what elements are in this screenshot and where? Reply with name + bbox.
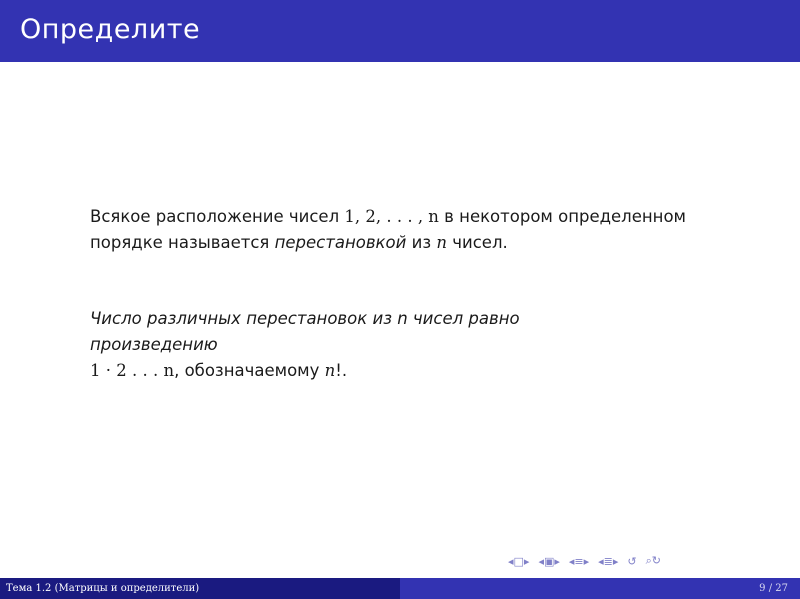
definition-text: чисел. <box>447 233 508 252</box>
nav-back-icon[interactable]: ↺ <box>627 554 637 568</box>
nav-frame-prev-icon[interactable]: ◂□▸ <box>508 554 530 568</box>
theorem-text: , обозначаемому <box>174 361 325 380</box>
slide-title: Определите <box>20 14 201 45</box>
nav-search-icon[interactable]: ⌕↻ <box>645 554 662 567</box>
definition-text: из <box>406 233 437 252</box>
nav-section-icon[interactable]: ◂≣▸ <box>598 554 619 568</box>
definition-math: n <box>436 233 447 252</box>
theorem-line: произведению <box>90 335 218 354</box>
nav-subsection-icon[interactable]: ◂≡▸ <box>568 554 590 568</box>
definition-term: перестановкой <box>274 233 407 252</box>
theorem-formula-line <box>90 358 690 384</box>
definition-math: 1, 2, . . . , n <box>344 207 439 226</box>
theorem-math: n <box>397 309 408 328</box>
theorem-text: чисел равно <box>407 309 520 328</box>
nav-frame-next-icon[interactable]: ◂▣▸ <box>538 554 560 568</box>
definition-text: Всякое расположение чисел <box>90 207 345 226</box>
theorem-block <box>90 306 690 384</box>
theorem-math: 1 · 2 . . . n <box>90 361 175 380</box>
definition-text: в некотором определенном порядке называется <box>90 207 687 252</box>
page-number: 9 / 27 <box>759 583 788 594</box>
slide-footer <box>0 578 800 599</box>
theorem-text: !. <box>335 361 348 380</box>
slide-content <box>90 204 690 384</box>
footer-topic: Тема 1.2 (Матрицы и определители) <box>0 578 400 599</box>
beamer-navigation <box>508 554 661 568</box>
definition-paragraph <box>90 204 690 256</box>
footer-right-bar <box>400 578 800 599</box>
theorem-math: n <box>324 361 336 380</box>
theorem-text: Число различных перестановок из <box>90 309 398 328</box>
theorem-line <box>90 306 690 332</box>
slide-header <box>0 0 800 62</box>
